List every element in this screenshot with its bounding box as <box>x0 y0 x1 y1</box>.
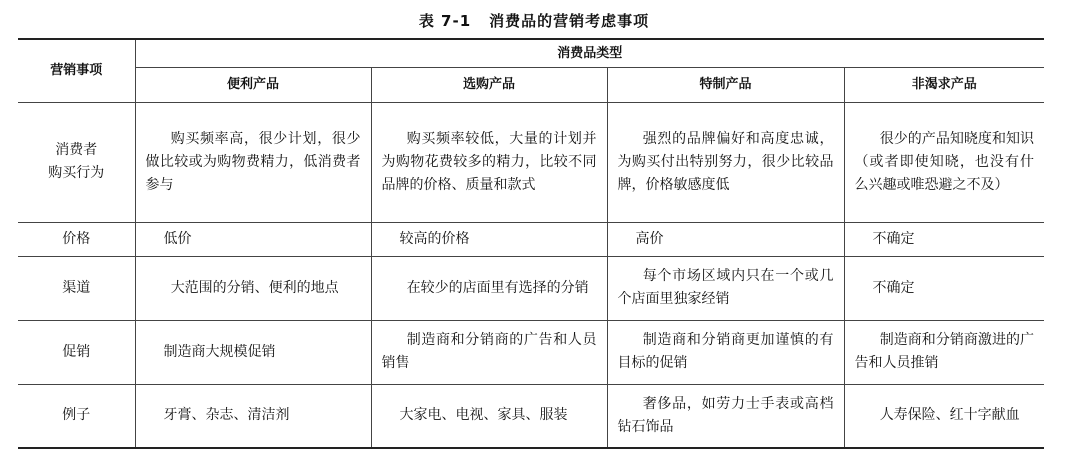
table-cell: 高价 <box>607 222 844 256</box>
header-group-label: 消费品类型 <box>135 39 1044 67</box>
table-cell: 牙膏、杂志、清洁剂 <box>135 384 371 448</box>
row-label-price: 价格 <box>18 222 135 256</box>
table-cell: 较高的价格 <box>371 222 607 256</box>
header-row-group <box>18 39 1044 67</box>
column-header-unsought: 非渴求产品 <box>844 67 1044 102</box>
table-row-buying-behavior <box>18 102 1044 222</box>
header-row-label: 营销事项 <box>18 39 135 102</box>
header-row-columns <box>18 67 1044 102</box>
table-caption <box>0 10 1068 31</box>
table-row-channel <box>18 256 1044 320</box>
row-label-channel: 渠道 <box>18 256 135 320</box>
table-row-examples <box>18 384 1044 448</box>
consumer-products-table <box>18 38 1044 449</box>
table-cell: 购买频率较低，大量的计划并为购物花费较多的精力，比较不同品牌的价格、质量和款式 <box>371 102 607 222</box>
column-header-convenience: 便利产品 <box>135 67 371 102</box>
table-cell: 购买频率高，很少计划，很少做比较或为购物费精力，低消费者参与 <box>135 102 371 222</box>
table-number: 表 7-1 <box>418 12 472 30</box>
table-cell: 每个市场区域内只在一个或几个店面里独家经销 <box>607 256 844 320</box>
table-cell: 在较少的店面里有选择的分销 <box>371 256 607 320</box>
table-cell: 很少的产品知晓度和知识（或者即使知晓，也没有什么兴趣或唯恐避之不及） <box>844 102 1044 222</box>
row-label-line: 购买行为 <box>48 165 105 181</box>
table-cell: 制造商和分销商激进的广告和人员推销 <box>844 320 1044 384</box>
row-label-promotion: 促销 <box>18 320 135 384</box>
row-label-examples: 例子 <box>18 384 135 448</box>
table-cell: 低价 <box>135 222 371 256</box>
table-cell: 奢侈品，如劳力士手表或高档钻石饰品 <box>607 384 844 448</box>
row-label-buying-behavior <box>18 102 135 222</box>
table-cell: 人寿保险、红十字献血 <box>844 384 1044 448</box>
table-cell: 大范围的分销、便利的地点 <box>135 256 371 320</box>
table-row-promotion <box>18 320 1044 384</box>
table-cell: 制造商大规模促销 <box>135 320 371 384</box>
column-header-shopping: 选购产品 <box>371 67 607 102</box>
table-cell: 不确定 <box>844 222 1044 256</box>
table-cell: 强烈的品牌偏好和高度忠诚，为购买付出特别努力，很少比较品牌，价格敏感度低 <box>607 102 844 222</box>
table-cell: 大家电、电视、家具、服装 <box>371 384 607 448</box>
table-cell: 制造商和分销商的广告和人员销售 <box>371 320 607 384</box>
table-cell: 不确定 <box>844 256 1044 320</box>
column-header-specialty: 特制产品 <box>607 67 844 102</box>
table-cell: 制造商和分销商更加谨慎的有目标的促销 <box>607 320 844 384</box>
row-label-line: 消费者 <box>55 142 98 158</box>
table-row-price <box>18 222 1044 256</box>
table-title: 消费品的营销考虑事项 <box>489 12 650 30</box>
